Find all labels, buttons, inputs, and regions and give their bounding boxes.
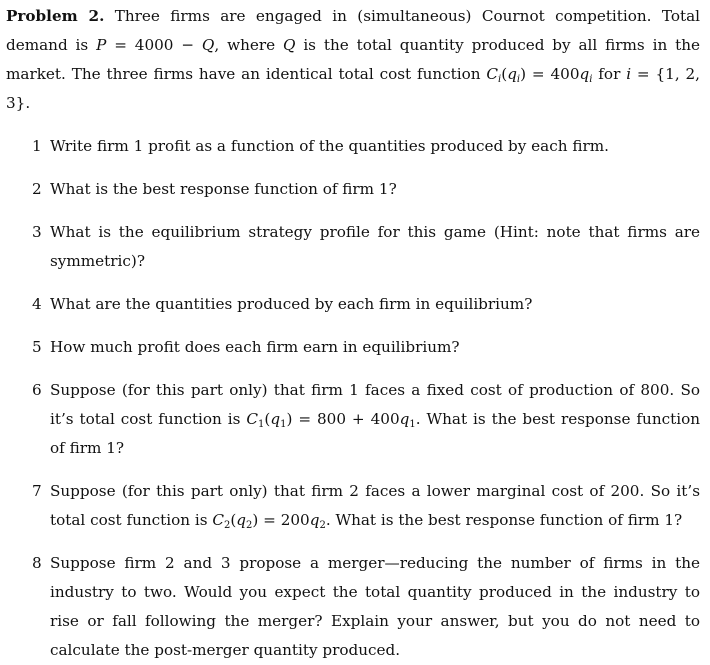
- question-text: Suppose firm 2 and 3 propose a merger—reducing the number of firms in the industry to two. Would you expect the total quantity produced in the industry to rise or fall following the merger? Explain your answer, but you do not need to calculate the post-merger quantity produced.: [50, 554, 700, 659]
- question-text: Suppose (for this part only) that firm 1 faces a fixed cost of production of 800. So it’s total cost function is: [50, 381, 700, 428]
- math-var: q: [309, 511, 320, 529]
- math-var: P: [96, 36, 107, 54]
- question-number: 4: [32, 295, 42, 313]
- question-number: 2: [32, 180, 42, 198]
- math-text: (: [264, 410, 271, 428]
- math-var: C: [212, 511, 224, 529]
- math-var: q: [579, 65, 590, 83]
- math-var: q: [507, 65, 517, 83]
- question-number: 6: [32, 381, 42, 399]
- question-number: 1: [32, 137, 42, 155]
- question-text: What are the quantities produced by each firm in equilibrium?: [50, 295, 533, 313]
- question-item: [6, 218, 700, 276]
- math-var: i: [626, 65, 632, 83]
- math-var: Q: [201, 36, 215, 54]
- math-text: ) = 800 + 400: [286, 410, 400, 428]
- question-item: [6, 376, 700, 463]
- math-text: (: [230, 511, 237, 529]
- question-number: 5: [32, 338, 42, 356]
- math-subscript: i: [589, 74, 593, 85]
- question-text: . What is the best response function of firm 1?: [325, 511, 683, 529]
- math-var: q: [399, 410, 410, 428]
- math-var: C: [246, 410, 259, 428]
- math-subscript: 1: [280, 419, 287, 430]
- math-text: ) = 400: [520, 65, 580, 83]
- math-subscript: i: [498, 74, 502, 85]
- question-text: What is the best response function of firm 1?: [50, 180, 397, 198]
- intro-text: is the total quantity produced by all firms in the market. The three firms have an identical total cost function: [6, 36, 700, 83]
- math-text: = {1, 2, 3}.: [6, 65, 701, 112]
- question-number: 8: [32, 554, 42, 572]
- question-text: Write firm 1 profit as a function of the quantities produced by each firm.: [50, 137, 609, 155]
- problem-statement: [6, 2, 700, 118]
- question-text: Suppose (for this part only) that firm 2 faces a lower marginal cost of 200. So it’s total cost function is: [50, 482, 700, 529]
- math-subscript: 2: [319, 520, 326, 531]
- question-text: What is the equilibrium strategy profile for this game (Hint: note that firms are symmetric)?: [50, 223, 700, 270]
- math-subscript: 1: [258, 419, 265, 430]
- math-subscript: 2: [223, 520, 231, 531]
- question-item: [6, 175, 700, 204]
- math-var: C: [486, 65, 499, 83]
- math-var: q: [270, 410, 281, 428]
- question-number: 3: [32, 223, 42, 241]
- math-subscript: i: [516, 74, 521, 85]
- question-item: [6, 333, 700, 362]
- question-list: [6, 132, 700, 665]
- math-text: = 4000 −: [106, 36, 202, 54]
- math-var: q: [236, 511, 247, 529]
- math-subscript: 1: [409, 419, 416, 430]
- question-item: [6, 132, 700, 161]
- intro-text: for: [592, 65, 627, 83]
- question-number: 7: [32, 482, 42, 500]
- problem-heading: Problem 2.: [6, 7, 105, 25]
- intro-text: Three firms are engaged in (simultaneous) Cournot competition. Total demand is: [6, 7, 700, 54]
- intro-text: , where: [214, 36, 283, 54]
- question-text: . What is the best response function of firm 1?: [50, 410, 700, 457]
- question-text: How much profit does each firm earn in equilibrium?: [50, 338, 460, 356]
- question-item: [6, 290, 700, 319]
- question-item: [6, 477, 700, 535]
- question-item: [6, 549, 700, 665]
- math-var: Q: [282, 36, 296, 54]
- math-text: (: [501, 65, 508, 83]
- math-text: ) = 200: [252, 511, 310, 529]
- math-subscript: 2: [246, 520, 253, 531]
